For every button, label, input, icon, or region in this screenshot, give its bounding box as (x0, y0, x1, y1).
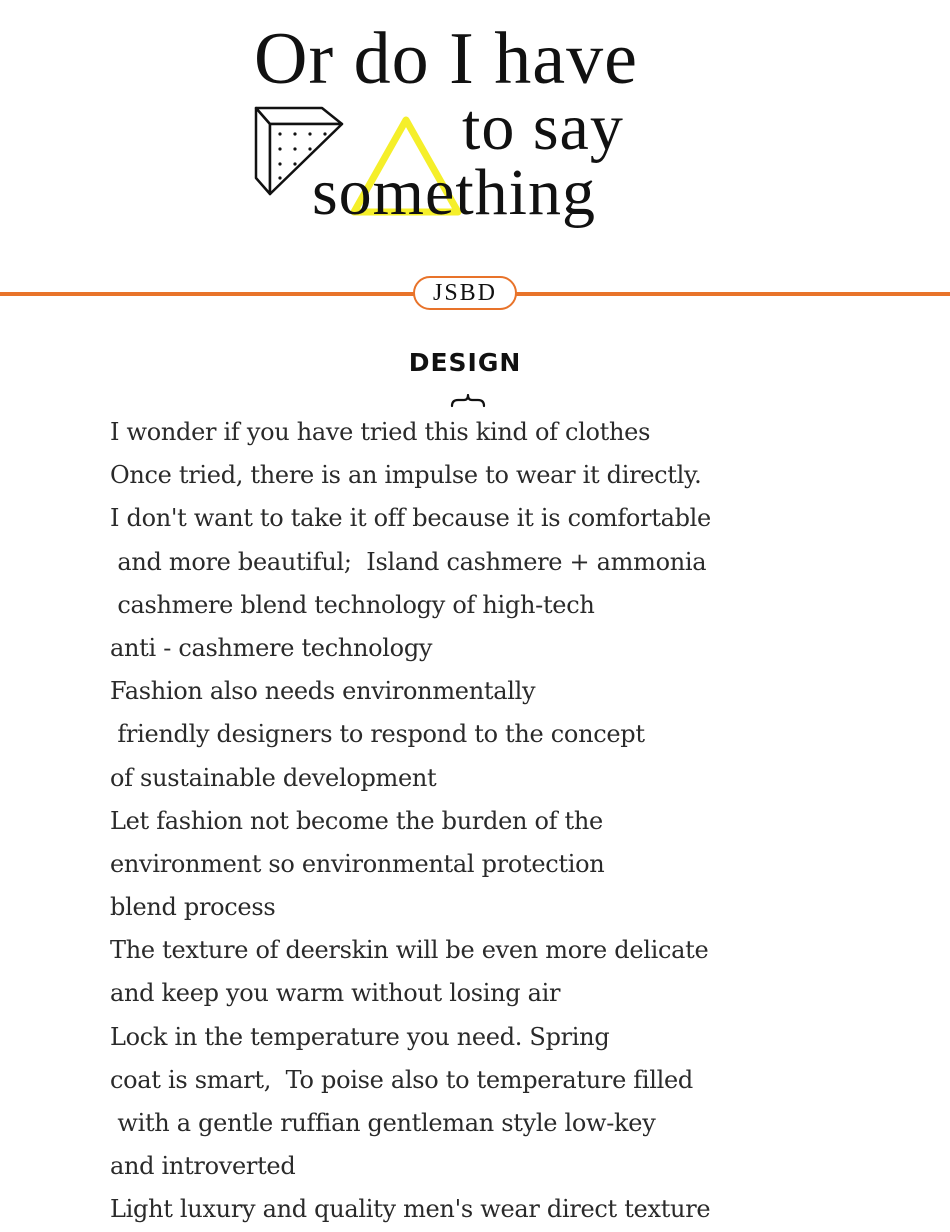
headline-line-2: to say (462, 91, 624, 164)
text-line: Light luxury and quality men's wear direct texture (110, 1195, 711, 1224)
headline (0, 0, 950, 250)
text-line: Lock in the temperature you need. Spring (110, 1022, 610, 1051)
text-line: I wonder if you have tried this kind of clothes (110, 418, 651, 446)
text-line: friendly designers to respond to the concept (110, 720, 645, 749)
text-line: with a gentle ruffian gentleman style low-key (110, 1109, 656, 1137)
headline-line-3: something (312, 156, 596, 229)
text-line: and keep you warm without losing air (110, 979, 561, 1008)
text-line: environment so environmental protection (110, 849, 605, 878)
text-line: Let fashion not become the burden of the (110, 806, 603, 835)
brand-badge: JSBD (413, 276, 517, 310)
text-line: anti - cashmere technology (110, 633, 433, 662)
headline-line-1: Or do I have (254, 18, 638, 100)
text-line: The texture of deerskin will be even more delicate (110, 936, 709, 965)
description-text (110, 411, 890, 1232)
text-line: cashmere blend technology of high-tech (110, 590, 595, 619)
text-line: and introverted (110, 1152, 296, 1181)
text-line: Fashion also needs environmentally (110, 677, 536, 706)
text-line: blend process (110, 893, 276, 922)
brace-icon (450, 394, 486, 408)
text-line: Once tried, there is an impulse to wear it directly. (110, 461, 702, 490)
text-line: and more beautiful; Island cashmere + ammonia (110, 547, 707, 576)
text-line: coat is smart, To poise also to temperature filled (110, 1065, 693, 1094)
text-line: I don't want to take it off because it is comfortable (110, 504, 711, 533)
section-label: DESIGN (408, 348, 522, 377)
text-line: of sustainable development (110, 763, 437, 792)
